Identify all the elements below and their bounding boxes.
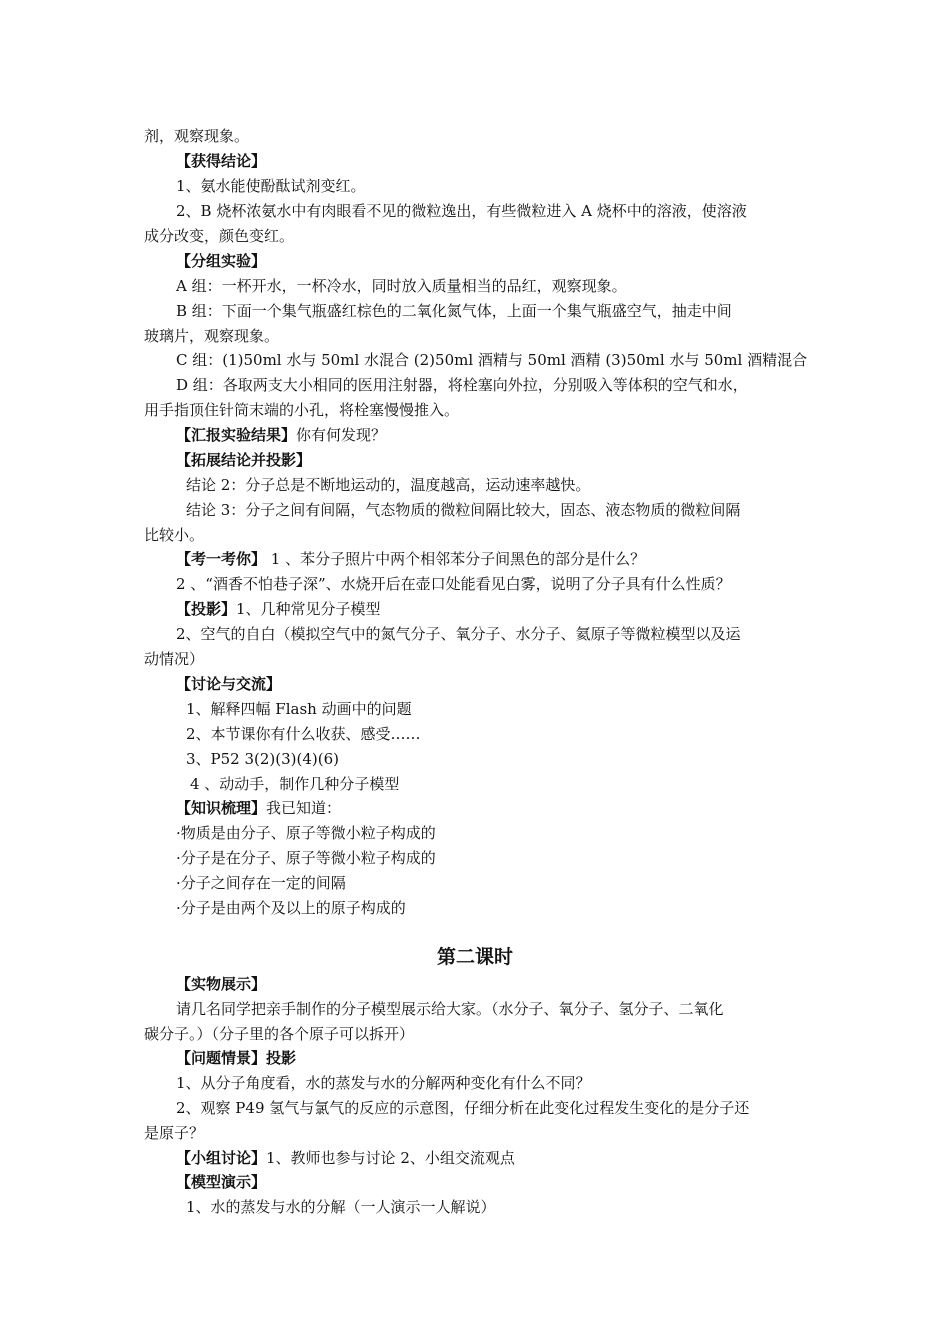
bold-heading: 【考一考你】 xyxy=(176,550,267,568)
text-line xyxy=(176,624,741,644)
text-line xyxy=(176,301,732,321)
text-line xyxy=(186,724,421,744)
text-run: ·分子是由两个及以上的原子构成的 xyxy=(176,899,406,917)
text-line xyxy=(190,774,399,794)
text-line xyxy=(144,226,294,246)
text-line xyxy=(186,749,339,769)
text-run: 3、P52 3(2)(3)(4)(6) xyxy=(186,750,340,768)
text-line xyxy=(176,848,436,868)
text-run: 比较小。 xyxy=(144,526,205,544)
text-line xyxy=(176,674,281,694)
text-run: 4 、动动手，制作几种分子模型 xyxy=(190,775,400,793)
text-run: C 组：(1)50ml 水与 50ml 水混合 (2)50ml 酒精与 50ml 酒精 (3)50ml 水与 50ml 酒精混合 xyxy=(176,351,808,369)
bold-heading: 【知识梳理】 xyxy=(176,799,267,817)
text-run: B 组：下面一个集气瓶盛红棕色的二氧化氮气体，上面一个集气瓶盛空气，抽走中间 xyxy=(176,302,732,320)
text-line xyxy=(144,400,459,420)
text-line xyxy=(186,699,412,719)
text-line xyxy=(176,276,627,296)
text-run: 2、B 烧杯浓氨水中有肉眼看不见的微粒逸出，有些微粒进入 A 烧杯中的溶液，使溶液 xyxy=(176,202,747,220)
text-run: 1、从分子角度看，水的蒸发与水的分解两种变化有什么不同？ xyxy=(176,1074,591,1092)
text-run: 剂，观察现象。 xyxy=(144,127,250,145)
text-line xyxy=(176,1048,296,1068)
text-run: 1、几种常见分子模型 xyxy=(236,600,381,618)
text-line xyxy=(176,599,381,619)
text-line xyxy=(144,525,204,545)
text-line xyxy=(144,1123,204,1143)
text-run: 玻璃片，观察现象。 xyxy=(144,327,280,345)
text-line xyxy=(176,1098,749,1118)
text-line xyxy=(176,176,366,196)
text-line xyxy=(144,1024,414,1044)
text-line xyxy=(176,151,266,171)
text-line xyxy=(176,873,346,893)
bold-heading: 【分组实验】 xyxy=(176,252,267,270)
text-run: 2 、“酒香不怕巷子深”、水烧开后在壶口处能看见白雾，说明了分子具有什么性质？ xyxy=(176,575,731,593)
text-line xyxy=(176,974,266,994)
text-line xyxy=(176,823,436,843)
text-line xyxy=(186,500,740,520)
text-run: ·分子是在分子、原子等微小粒子构成的 xyxy=(176,849,436,867)
text-run: ·物质是由分子、原子等微小粒子构成的 xyxy=(176,824,436,842)
text-line xyxy=(176,450,311,470)
text-line xyxy=(176,1172,266,1192)
text-run: 结论 2：分子总是不断地运动的，温度越高，运动速率越快。 xyxy=(186,476,591,494)
bold-heading: 【模型演示】 xyxy=(176,1173,267,1191)
text-run: 1、水的蒸发与水的分解（一人演示一人解说） xyxy=(186,1198,496,1216)
text-run: 2、空气的自白（模拟空气中的氮气分子、氧分子、水分子、氦原子等微粒模型以及运 xyxy=(176,625,741,643)
text-run: 2、本节课你有什么收获、感受…… xyxy=(186,725,421,743)
text-line xyxy=(176,251,266,271)
text-run: 动情况） xyxy=(144,650,205,668)
text-run: 1、教师也参与讨论 2、小组交流观点 xyxy=(266,1149,515,1167)
bold-heading: 【拓展结论并投影】 xyxy=(176,451,312,469)
text-line xyxy=(186,475,590,495)
text-run: 是原子？ xyxy=(144,1124,205,1142)
text-run: 1 、苯分子照片中两个相邻苯分子间黑色的部分是什么？ xyxy=(266,550,646,568)
text-line xyxy=(176,574,731,594)
bold-heading: 【讨论与交流】 xyxy=(176,675,282,693)
text-line xyxy=(176,201,747,221)
text-line xyxy=(176,999,724,1019)
text-line xyxy=(176,425,386,445)
text-line xyxy=(176,1148,515,1168)
text-run: ·分子之间存在一定的间隔 xyxy=(176,874,346,892)
text-run: 用手指顶住针筒末端的小孔，将栓塞慢慢推入。 xyxy=(144,401,460,419)
text-run: 请几名同学把亲手制作的分子模型展示给大家。（水分子、氧分子、氢分子、二氧化 xyxy=(176,1000,724,1018)
text-run: 1、氨水能使酚酞试剂变红。 xyxy=(176,177,366,195)
text-run: 2、观察 P49 氢气与氯气的反应的示意图，仔细分析在此变化过程发生变化的是分子还 xyxy=(176,1099,750,1117)
text-line xyxy=(176,1073,591,1093)
bold-heading: 【问题情景】投影 xyxy=(176,1049,297,1067)
text-run: 我已知道： xyxy=(266,799,342,817)
text-run: 结论 3：分子之间有间隔，气态物质的微粒间隔比较大，固态、液态物质的微粒间隔 xyxy=(186,501,741,519)
text-line xyxy=(144,126,249,146)
bold-heading: 【实物展示】 xyxy=(176,975,267,993)
text-line xyxy=(144,649,204,669)
bold-heading: 【小组讨论】 xyxy=(176,1149,267,1167)
text-run: D 组：各取两支大小相同的医用注射器，将栓塞向外拉，分别吸入等体积的空气和水， xyxy=(176,376,748,394)
text-line xyxy=(176,549,645,569)
section-title: 第二课时 xyxy=(436,946,513,968)
text-line xyxy=(176,375,748,395)
text-run: 碳分子。）（分子里的各个原子可以拆开） xyxy=(144,1025,415,1043)
bold-heading: 【投影】 xyxy=(176,600,237,618)
text-run: 成分改变，颜色变红。 xyxy=(144,227,295,245)
text-run: A 组：一杯开水，一杯冷水，同时放入质量相当的品红，观察现象。 xyxy=(176,277,627,295)
text-line xyxy=(186,1197,496,1217)
text-line xyxy=(176,798,341,818)
text-line xyxy=(144,326,279,346)
text-line xyxy=(176,350,807,370)
bold-heading: 【获得结论】 xyxy=(176,152,267,170)
bold-heading: 【汇报实验结果】 xyxy=(176,426,297,444)
text-run: 1、解释四幅 Flash 动画中的问题 xyxy=(186,700,412,718)
text-run: 你有何发现？ xyxy=(296,426,387,444)
text-line xyxy=(176,898,406,918)
